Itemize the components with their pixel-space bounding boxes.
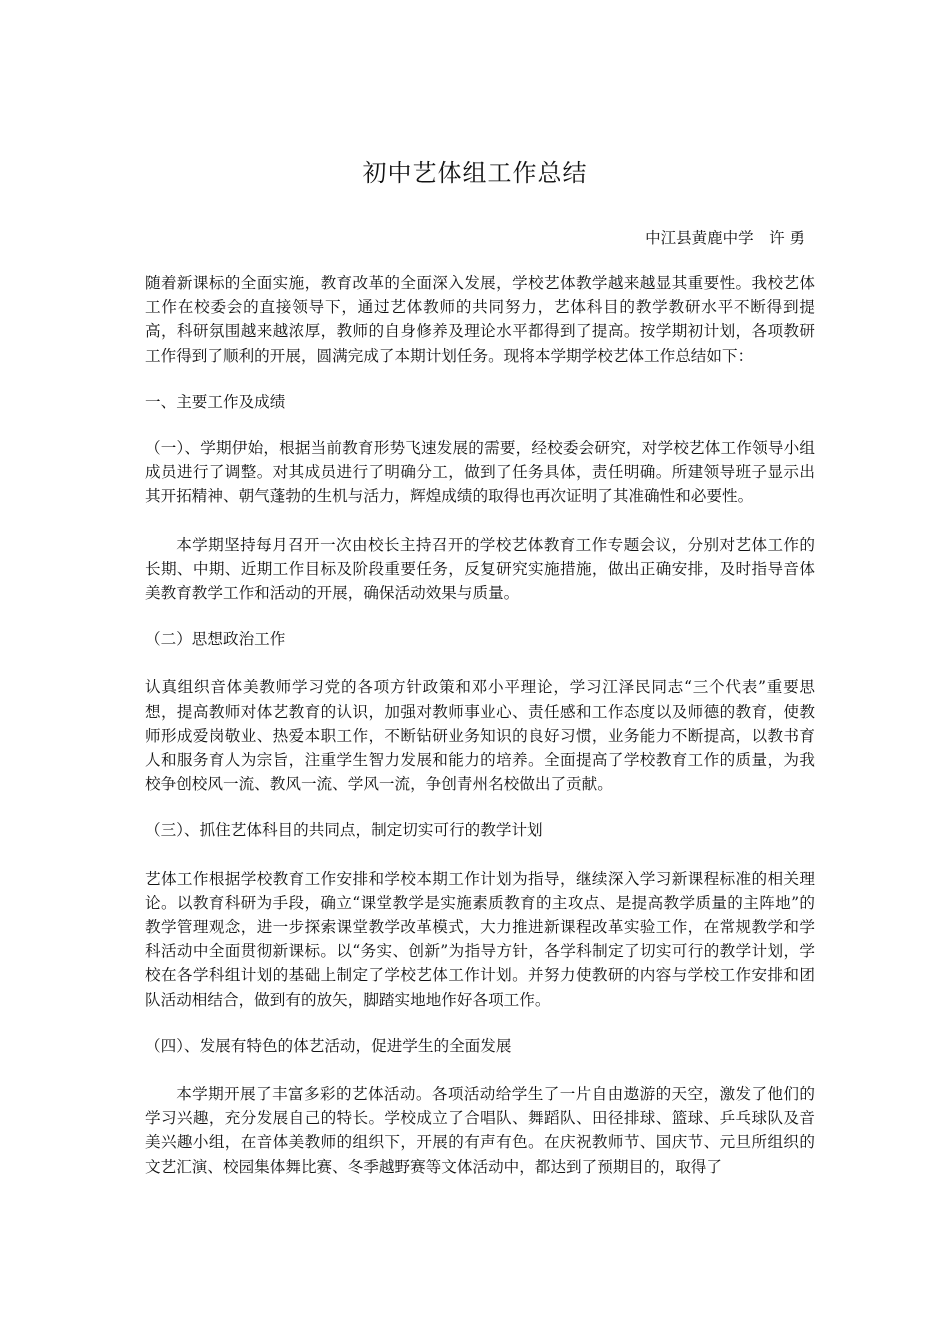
intro-paragraph: 随着新课标的全面实施，教育改革的全面深入发展，学校艺体教学越来越显其重要性。我校艺体工作在校委会的直接领导下，通过艺体教师的共同努力，艺体科目的教学教研水平不断得到提高，科研氛围越来越浓厚，教师的自身修养及理论水平都得到了提高。按学期初计划，各项教研工作得到了顺利的开展，圆满完成了本期计划任务。现将本学期学校艺体工作总结如下： [145, 274, 815, 365]
subsection-heading-3: （三）、抓住艺体科目的共同点，制定切实可行的教学计划 [145, 821, 543, 840]
document-title: 初中艺体组工作总结 [362, 159, 588, 187]
subsection-heading-2: （二）思想政治工作 [145, 630, 286, 649]
document-body [145, 271, 815, 1179]
paragraph-2: 认真组织音体美教师学习党的各项方针政策和邓小平理论，学习江泽民同志“三个代表”重要思想，提高教师对体艺教育的认识，加强对教师事业心、责任感和工作态度以及师德的教育，使教师形成爱岗敬业、热爱本职工作，不断钻研业务知识的良好习惯，业务能力不断提高，以教书育人和服务育人为宗旨，注重学生智力发展和能力的培养。全面提高了学校教育工作的质量，为我校争创校风一流、教风一流、学风一流，争创青州名校做出了贡献。 [145, 678, 815, 794]
paragraph-1-2: 本学期坚持每月召开一次由校长主持召开的学校艺体教育工作专题会议，分别对艺体工作的长期、中期、近期工作目标及阶段重要任务，反复研究实施措施，做出正确安排，及时指导音体美教育教学工作和活动的开展，确保活动效果与质量。 [145, 535, 815, 603]
paragraph-3: 艺体工作根据学校教育工作安排和学校本期工作计划为指导，继续深入学习新课程标准的相关理论。以教育科研为手段，确立“课堂教学是实施素质教育的主攻点、是提高教学质量的主阵地”的教学管理观念，进一步探索课堂教学改革模式，大力推进新课程改革实验工作，在常规教学和学科活动中全面贯彻新课标。以“务实、创新”为指导方针，各学科制定了切实可行的教学计划，学校在各学科组计划的基础上制定了学校艺体工作计划。并努力使教研的内容与学校工作安排和团队活动相结合，做到有的放矢，脚踏实地地作好各项工作。 [145, 869, 815, 1009]
paragraph-4: 本学期开展了丰富多彩的艺体活动。各项活动给学生了一片自由遨游的天空，激发了他们的学习兴趣，充分发展自己的特长。学校成立了合唱队、舞蹈队、田径排球、篮球、乒乓球队及音美兴趣小组，在音体美教师的组织下，开展的有声有色。在庆祝教师节、国庆节、元旦所组织的文艺汇演、校园集体舞比赛、冬季越野赛等文体活动中，都达到了预期目的，取得了 [145, 1085, 815, 1176]
section-heading-1: 一、主要工作及成绩 [145, 392, 286, 411]
subsection-heading-4: （四）、发展有特色的体艺活动，促进学生的全面发展 [145, 1036, 512, 1055]
author-byline: 中江县黄鹿中学 许 勇 [645, 229, 805, 247]
paragraph-1-1: （一）、学期伊始，根据当前教育形势飞速发展的需要，经校委会研究，对学校艺体工作领导小组成员进行了调整。对其成员进行了明确分工，做到了任务具体，责任明确。所建领导班子显示出其开拓精神、朝气蓬勃的生机与活力，辉煌成绩的取得也再次证明了其准确性和必要性。 [145, 439, 815, 506]
